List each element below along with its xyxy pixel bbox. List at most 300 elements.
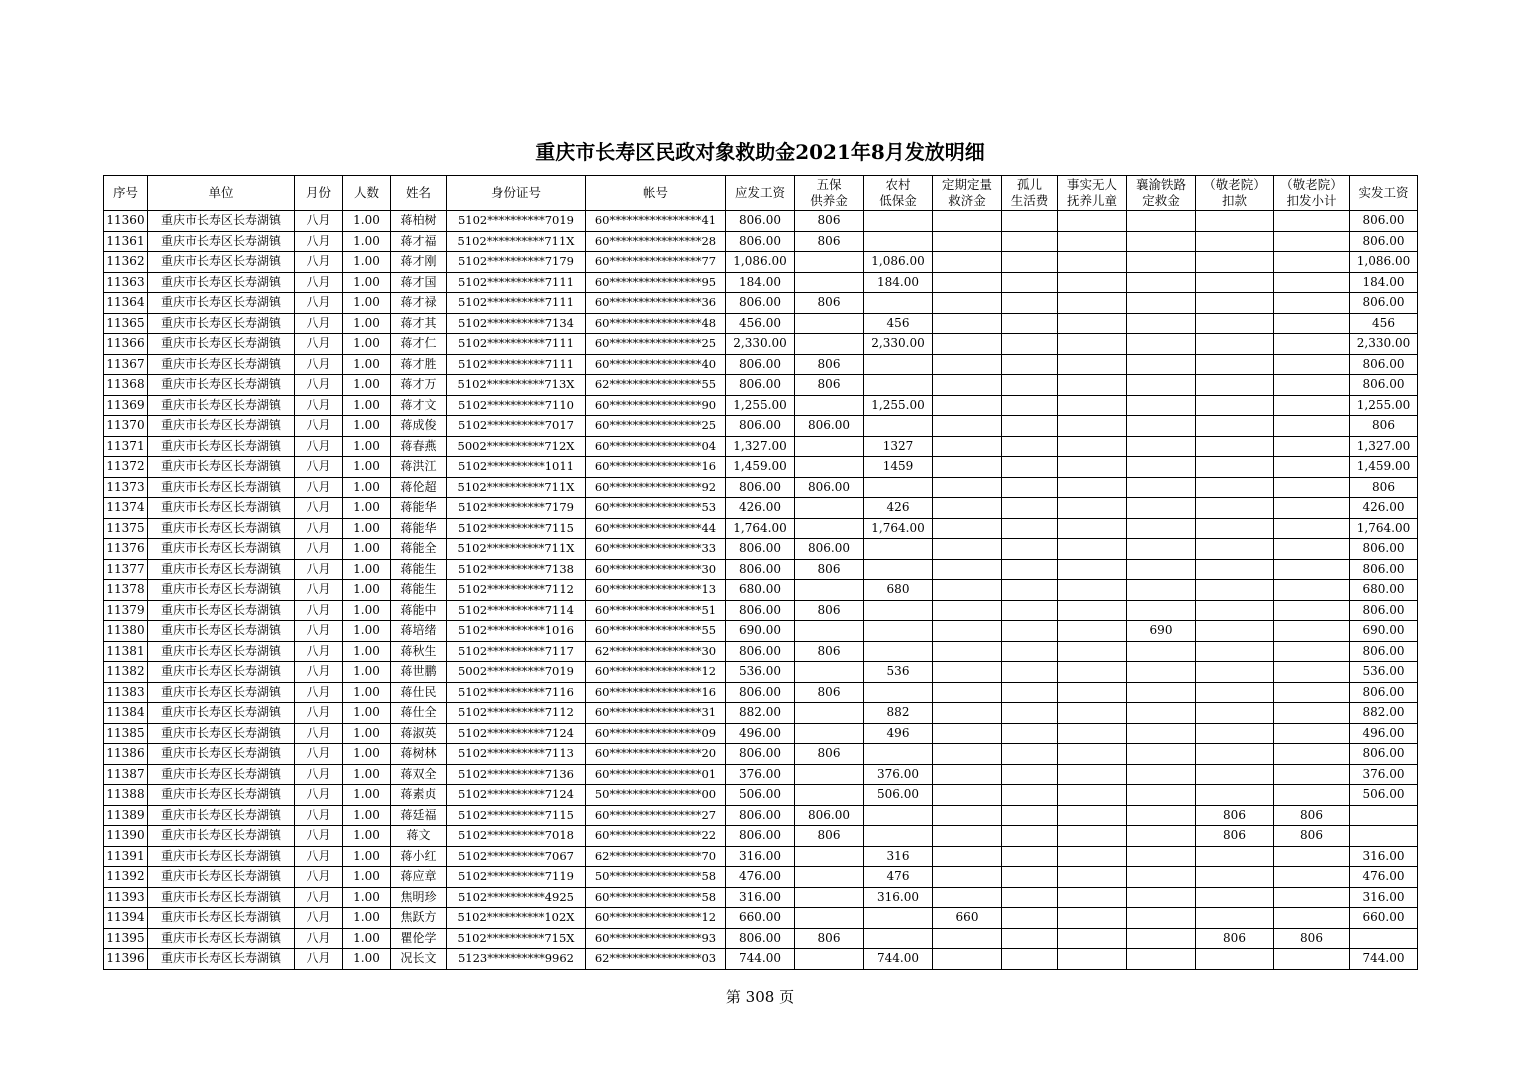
cell-guer [1002,928,1058,949]
cell-due: 316.00 [726,846,795,867]
cell-jlyxj [1274,682,1350,703]
cell-people: 1.00 [343,559,391,580]
cell-month: 八月 [295,354,343,375]
column-header-line: 低保金 [879,193,917,208]
cell-month: 八月 [295,231,343,252]
cell-actual: 536.00 [1350,662,1418,683]
cell-shishi [1058,477,1127,498]
cell-seq: 11360 [104,211,148,232]
cell-name: 蒋应章 [391,867,447,888]
cell-people: 1.00 [343,949,391,970]
column-header-line: 月份 [305,185,331,200]
cell-dibao [864,682,933,703]
cell-wubao: 806 [795,354,864,375]
cell-xiangyu [1127,744,1196,765]
cell-idno: 5102**********7115 [447,805,586,826]
cell-jlykk [1196,375,1274,396]
cell-acct: 60****************53 [586,498,726,519]
cell-people: 1.00 [343,867,391,888]
table-row [104,211,1418,232]
column-header-idno [447,176,586,211]
cell-people: 1.00 [343,457,391,478]
cell-due: 806.00 [726,211,795,232]
cell-xiangyu [1127,231,1196,252]
cell-due: 680.00 [726,580,795,601]
cell-acct: 62****************55 [586,375,726,396]
cell-jlyxj [1274,416,1350,437]
table-row [104,764,1418,785]
cell-unit: 重庆市长寿区长寿湖镇 [148,805,295,826]
cell-due: 806.00 [726,293,795,314]
cell-month: 八月 [295,744,343,765]
cell-guer [1002,785,1058,806]
cell-dingqi [933,928,1002,949]
cell-shishi [1058,252,1127,273]
cell-seq: 11384 [104,703,148,724]
cell-unit: 重庆市长寿区长寿湖镇 [148,539,295,560]
table-row [104,457,1418,478]
cell-month: 八月 [295,805,343,826]
cell-wubao [795,846,864,867]
cell-people: 1.00 [343,764,391,785]
cell-jlykk [1196,908,1274,929]
table-row [104,293,1418,314]
cell-dingqi [933,477,1002,498]
cell-shishi [1058,764,1127,785]
cell-idno: 5102**********4925 [447,887,586,908]
cell-xiangyu [1127,764,1196,785]
column-header-line: （敬老院） [1203,177,1266,192]
cell-shishi [1058,436,1127,457]
cell-xiangyu [1127,662,1196,683]
column-header-line: 定期定量 [941,177,992,192]
cell-name: 蒋淑英 [391,723,447,744]
cell-guer [1002,395,1058,416]
cell-jlykk [1196,252,1274,273]
cell-wubao: 806 [795,600,864,621]
cell-actual: 376.00 [1350,764,1418,785]
table-row [104,252,1418,273]
cell-unit: 重庆市长寿区长寿湖镇 [148,252,295,273]
cell-actual: 456 [1350,313,1418,334]
cell-idno: 5102**********1016 [447,621,586,642]
cell-seq: 11377 [104,559,148,580]
cell-shishi [1058,416,1127,437]
cell-seq: 11393 [104,887,148,908]
cell-name: 蒋秋生 [391,641,447,662]
cell-dingqi [933,272,1002,293]
cell-wubao [795,764,864,785]
cell-guer [1002,498,1058,519]
column-header-line: 孤儿 [1016,177,1042,192]
cell-name: 况长文 [391,949,447,970]
cell-actual [1350,928,1418,949]
cell-jlykk [1196,313,1274,334]
cell-unit: 重庆市长寿区长寿湖镇 [148,313,295,334]
cell-unit: 重庆市长寿区长寿湖镇 [148,354,295,375]
cell-acct: 50****************58 [586,867,726,888]
cell-jlykk [1196,682,1274,703]
cell-unit: 重庆市长寿区长寿湖镇 [148,641,295,662]
cell-guer [1002,293,1058,314]
cell-name: 蒋伦超 [391,477,447,498]
cell-month: 八月 [295,764,343,785]
cell-due: 882.00 [726,703,795,724]
cell-jlyxj [1274,621,1350,642]
cell-dibao: 744.00 [864,949,933,970]
cell-idno: 5102**********7138 [447,559,586,580]
cell-actual: 660.00 [1350,908,1418,929]
cell-acct: 60****************48 [586,313,726,334]
cell-jlyxj [1274,231,1350,252]
cell-xiangyu [1127,457,1196,478]
cell-actual: 1,327.00 [1350,436,1418,457]
cell-jlykk [1196,559,1274,580]
column-header-shishi [1058,176,1127,211]
page-title: 重庆市长寿区民政对象救助金2021年8月发放明细 [535,140,985,164]
cell-dingqi [933,867,1002,888]
cell-unit: 重庆市长寿区长寿湖镇 [148,867,295,888]
cell-dingqi [933,887,1002,908]
cell-unit: 重庆市长寿区长寿湖镇 [148,949,295,970]
cell-jlyxj [1274,600,1350,621]
cell-acct: 60****************01 [586,764,726,785]
cell-guer [1002,334,1058,355]
cell-jlykk [1196,887,1274,908]
column-header-acct [586,176,726,211]
cell-jlykk: 806 [1196,826,1274,847]
cell-guer [1002,949,1058,970]
cell-shishi [1058,703,1127,724]
cell-idno: 5102**********7067 [447,846,586,867]
cell-xiangyu [1127,416,1196,437]
cell-xiangyu: 690 [1127,621,1196,642]
cell-jlykk [1196,600,1274,621]
cell-people: 1.00 [343,395,391,416]
cell-seq: 11383 [104,682,148,703]
cell-acct: 50****************00 [586,785,726,806]
cell-seq: 11363 [104,272,148,293]
table-row [104,498,1418,519]
cell-xiangyu [1127,334,1196,355]
cell-name: 蒋才国 [391,272,447,293]
cell-month: 八月 [295,600,343,621]
column-header-line: 人数 [353,185,379,200]
cell-shishi [1058,272,1127,293]
cell-idno: 5102**********7124 [447,785,586,806]
table-header-row [104,176,1418,211]
cell-jlykk: 806 [1196,805,1274,826]
cell-dibao: 2,330.00 [864,334,933,355]
cell-guer [1002,559,1058,580]
cell-jlyxj [1274,293,1350,314]
cell-month: 八月 [295,539,343,560]
cell-unit: 重庆市长寿区长寿湖镇 [148,498,295,519]
cell-dibao: 536 [864,662,933,683]
cell-guer [1002,744,1058,765]
cell-unit: 重庆市长寿区长寿湖镇 [148,703,295,724]
cell-month: 八月 [295,826,343,847]
cell-acct: 60****************36 [586,293,726,314]
cell-dibao: 376.00 [864,764,933,785]
cell-people: 1.00 [343,518,391,539]
cell-unit: 重庆市长寿区长寿湖镇 [148,723,295,744]
cell-guer [1002,682,1058,703]
cell-actual: 806.00 [1350,211,1418,232]
cell-seq: 11388 [104,785,148,806]
cell-people: 1.00 [343,539,391,560]
table-row [104,580,1418,601]
cell-actual: 806.00 [1350,600,1418,621]
cell-people: 1.00 [343,641,391,662]
cell-seq: 11373 [104,477,148,498]
cell-people: 1.00 [343,908,391,929]
cell-month: 八月 [295,334,343,355]
cell-jlyxj [1274,518,1350,539]
cell-unit: 重庆市长寿区长寿湖镇 [148,908,295,929]
cell-idno: 5102**********711X [447,477,586,498]
cell-dingqi [933,559,1002,580]
cell-actual: 806.00 [1350,375,1418,396]
cell-unit: 重庆市长寿区长寿湖镇 [148,293,295,314]
cell-guer [1002,272,1058,293]
cell-dingqi [933,211,1002,232]
cell-xiangyu [1127,477,1196,498]
cell-month: 八月 [295,252,343,273]
cell-wubao: 806 [795,641,864,662]
cell-xiangyu [1127,641,1196,662]
cell-wubao: 806.00 [795,416,864,437]
cell-guer [1002,436,1058,457]
cell-month: 八月 [295,887,343,908]
cell-people: 1.00 [343,498,391,519]
table-row [104,231,1418,252]
cell-xiangyu [1127,805,1196,826]
cell-dibao: 316.00 [864,887,933,908]
cell-name: 蒋成俊 [391,416,447,437]
cell-month: 八月 [295,211,343,232]
cell-xiangyu [1127,908,1196,929]
cell-jlykk [1196,436,1274,457]
cell-actual [1350,805,1418,826]
cell-jlykk [1196,846,1274,867]
cell-dibao: 316 [864,846,933,867]
cell-jlyxj [1274,477,1350,498]
cell-name: 蒋才其 [391,313,447,334]
cell-wubao [795,908,864,929]
cell-jlyxj [1274,211,1350,232]
cell-shishi [1058,313,1127,334]
cell-people: 1.00 [343,375,391,396]
cell-xiangyu [1127,539,1196,560]
cell-unit: 重庆市长寿区长寿湖镇 [148,334,295,355]
cell-actual: 506.00 [1350,785,1418,806]
cell-guer [1002,416,1058,437]
cell-seq: 11389 [104,805,148,826]
cell-shishi [1058,354,1127,375]
cell-acct: 60****************25 [586,334,726,355]
cell-seq: 11364 [104,293,148,314]
cell-seq: 11395 [104,928,148,949]
cell-xiangyu [1127,703,1196,724]
cell-jlyxj [1274,662,1350,683]
cell-seq: 11394 [104,908,148,929]
cell-jlykk [1196,539,1274,560]
cell-jlykk [1196,211,1274,232]
cell-unit: 重庆市长寿区长寿湖镇 [148,826,295,847]
table-row [104,416,1418,437]
cell-idno: 5102**********7017 [447,416,586,437]
cell-month: 八月 [295,908,343,929]
cell-acct: 60****************90 [586,395,726,416]
cell-seq: 11366 [104,334,148,355]
cell-seq: 11379 [104,600,148,621]
cell-dibao [864,231,933,252]
cell-due: 456.00 [726,313,795,334]
cell-jlyxj [1274,764,1350,785]
cell-actual: 1,086.00 [1350,252,1418,273]
cell-shishi [1058,334,1127,355]
cell-month: 八月 [295,867,343,888]
cell-unit: 重庆市长寿区长寿湖镇 [148,375,295,396]
cell-shishi [1058,723,1127,744]
cell-actual: 1,459.00 [1350,457,1418,478]
cell-dibao [864,211,933,232]
cell-shishi [1058,785,1127,806]
cell-unit: 重庆市长寿区长寿湖镇 [148,846,295,867]
cell-month: 八月 [295,518,343,539]
cell-guer [1002,703,1058,724]
cell-guer [1002,580,1058,601]
cell-actual: 806.00 [1350,559,1418,580]
cell-idno: 5102**********7111 [447,272,586,293]
cell-seq: 11375 [104,518,148,539]
cell-due: 316.00 [726,887,795,908]
cell-xiangyu [1127,252,1196,273]
cell-shishi [1058,908,1127,929]
cell-people: 1.00 [343,211,391,232]
cell-wubao: 806 [795,559,864,580]
cell-dingqi [933,641,1002,662]
cell-actual: 806 [1350,416,1418,437]
cell-jlyxj [1274,436,1350,457]
cell-people: 1.00 [343,600,391,621]
cell-idno: 5102**********7179 [447,498,586,519]
cell-idno: 5102**********7117 [447,641,586,662]
cell-wubao [795,867,864,888]
cell-jlykk [1196,477,1274,498]
cell-jlyxj [1274,334,1350,355]
cell-idno: 5102**********7111 [447,334,586,355]
cell-shishi [1058,682,1127,703]
cell-dingqi [933,518,1002,539]
cell-people: 1.00 [343,723,391,744]
table-row [104,436,1418,457]
cell-unit: 重庆市长寿区长寿湖镇 [148,436,295,457]
cell-due: 806.00 [726,231,795,252]
cell-name: 蒋仕民 [391,682,447,703]
cell-name: 蒋春燕 [391,436,447,457]
cell-due: 496.00 [726,723,795,744]
cell-dibao: 1459 [864,457,933,478]
cell-dibao: 476 [864,867,933,888]
cell-due: 476.00 [726,867,795,888]
table-row [104,621,1418,642]
cell-dingqi [933,703,1002,724]
cell-idno: 5123**********9962 [447,949,586,970]
cell-due: 806.00 [726,600,795,621]
cell-jlyxj [1274,744,1350,765]
cell-people: 1.00 [343,436,391,457]
cell-due: 806.00 [726,805,795,826]
cell-seq: 11369 [104,395,148,416]
cell-seq: 11378 [104,580,148,601]
cell-xiangyu [1127,518,1196,539]
cell-guer [1002,354,1058,375]
cell-wubao [795,621,864,642]
cell-actual: 316.00 [1350,887,1418,908]
cell-shishi [1058,211,1127,232]
cell-guer [1002,457,1058,478]
cell-jlyxj [1274,785,1350,806]
column-header-line: 序号 [112,185,138,200]
cell-people: 1.00 [343,231,391,252]
cell-guer [1002,477,1058,498]
cell-wubao: 806.00 [795,539,864,560]
cell-wubao [795,887,864,908]
cell-people: 1.00 [343,805,391,826]
cell-dingqi [933,723,1002,744]
cell-idno: 5102**********7112 [447,703,586,724]
cell-month: 八月 [295,682,343,703]
cell-due: 806.00 [726,539,795,560]
cell-dibao [864,600,933,621]
cell-name: 蒋才福 [391,231,447,252]
cell-shishi [1058,457,1127,478]
cell-month: 八月 [295,498,343,519]
cell-jlykk [1196,785,1274,806]
cell-shishi [1058,744,1127,765]
cell-wubao [795,580,864,601]
cell-dibao [864,744,933,765]
column-header-line: 实发工资 [1358,185,1409,200]
cell-guer [1002,375,1058,396]
cell-xiangyu [1127,436,1196,457]
cell-shishi [1058,600,1127,621]
cell-seq: 11362 [104,252,148,273]
cell-dibao [864,621,933,642]
table-row [104,928,1418,949]
cell-dibao: 506.00 [864,785,933,806]
cell-dibao [864,559,933,580]
cell-dingqi [933,600,1002,621]
cell-name: 蒋双全 [391,764,447,785]
cell-name: 蒋才万 [391,375,447,396]
cell-seq: 11381 [104,641,148,662]
cell-dingqi [933,457,1002,478]
cell-jlykk [1196,621,1274,642]
column-header-line: 救济金 [948,193,986,208]
cell-people: 1.00 [343,928,391,949]
cell-jlyxj [1274,539,1350,560]
cell-name: 蒋才文 [391,395,447,416]
cell-people: 1.00 [343,846,391,867]
cell-people: 1.00 [343,313,391,334]
cell-dibao [864,641,933,662]
cell-shishi [1058,375,1127,396]
cell-shishi [1058,887,1127,908]
cell-actual: 806 [1350,477,1418,498]
